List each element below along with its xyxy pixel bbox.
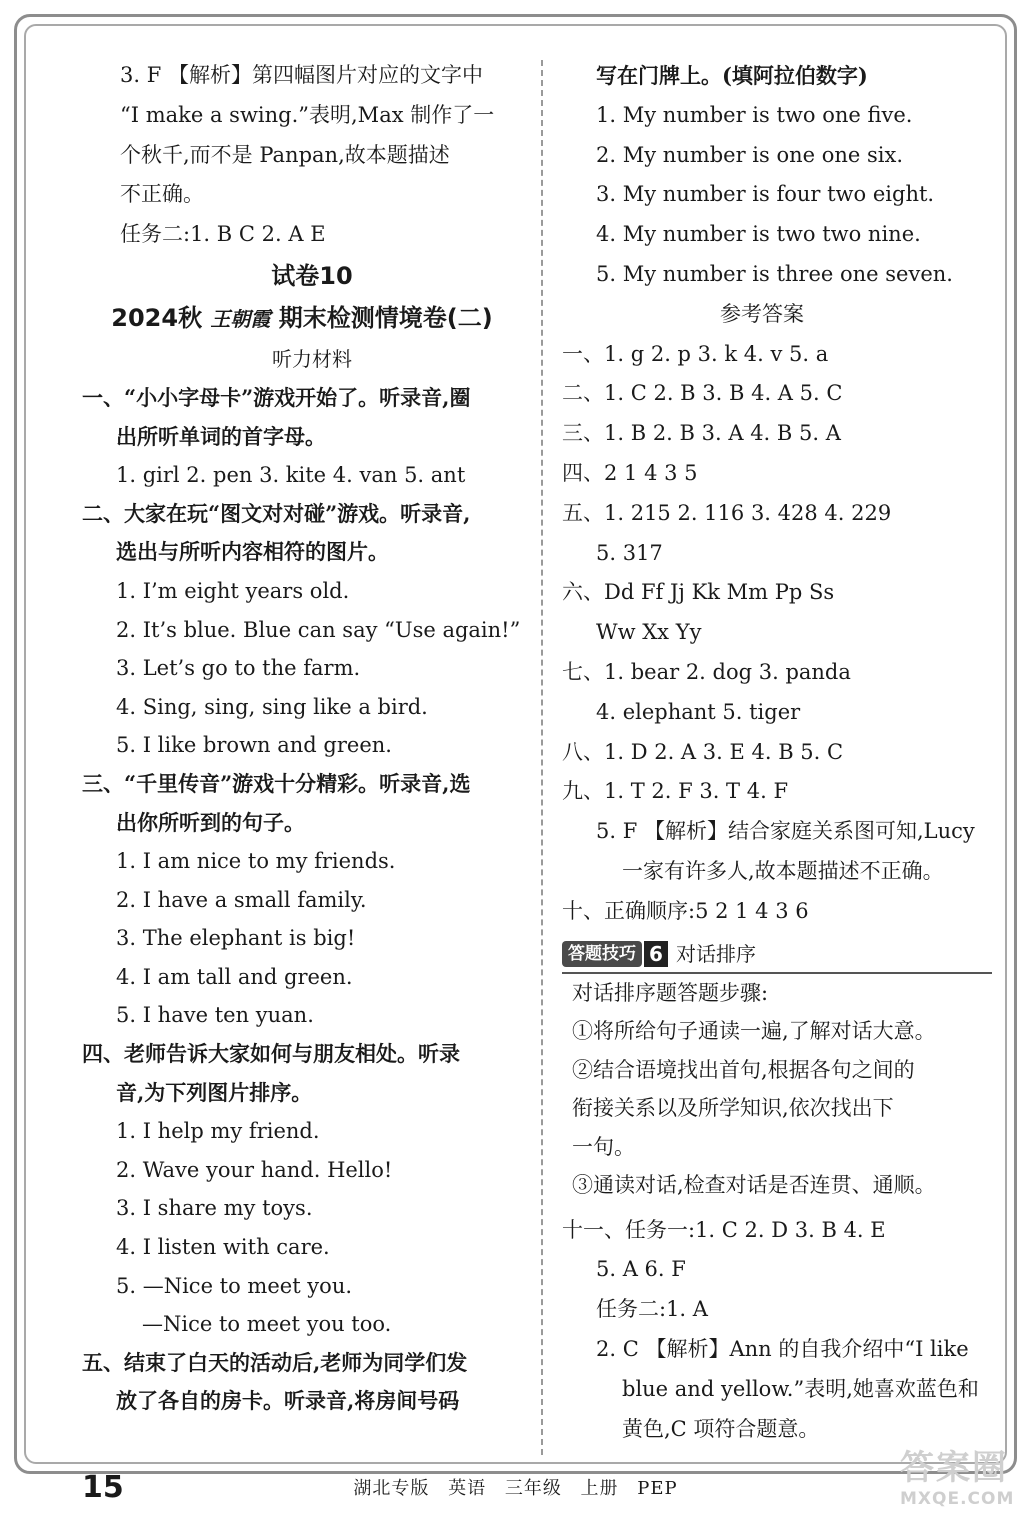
listening-line: 1. My number is two one five. xyxy=(596,102,913,127)
tip-line: ③通读对话,检查对话是否连贯、通顺。 xyxy=(572,1173,936,1198)
tip-number: 6 xyxy=(644,941,668,967)
answer-line: 五、1. 215 2. 116 3. 428 4. 229 xyxy=(562,500,892,525)
answer-line: 七、1. bear 2. dog 3. panda xyxy=(562,659,851,684)
tip-line: 一句。 xyxy=(572,1134,635,1159)
column-divider xyxy=(541,60,543,1455)
tip-badge: 答题技巧 xyxy=(562,941,642,967)
listening-line: 3. Let’s go to the farm. xyxy=(116,656,361,681)
tip-title: 对话排序 xyxy=(676,942,756,967)
listening-line: 1. I am nice to my friends. xyxy=(116,849,396,874)
listening-line: 出所听单词的首字母。 xyxy=(116,423,326,449)
listening-line: 3. The elephant is big! xyxy=(116,926,356,951)
reference-answers-end xyxy=(562,1211,1002,1450)
exam-subtitle-suffix: 期末检测情境卷(二) xyxy=(278,303,493,332)
answer-line: 十、正确顺序:5 2 1 4 3 6 xyxy=(562,898,809,923)
tip-line: ①将所给句子通读一遍,了解对话大意。 xyxy=(572,1019,936,1044)
watermark xyxy=(900,1440,1020,1510)
left-top-answers xyxy=(82,56,522,255)
listening-line: 4. My number is two two nine. xyxy=(596,222,921,247)
left-column xyxy=(82,56,522,1421)
listening-line: 5. I have ten yuan. xyxy=(116,1003,314,1028)
exam-subtitle-prefix: 2024秋 xyxy=(111,303,203,332)
listening-line: 1. girl 2. pen 3. kite 4. van 5. ant xyxy=(116,463,466,488)
answer-line: Ww Xx Yy xyxy=(596,620,702,645)
page-number: 15 xyxy=(82,1470,124,1505)
answer-line: 4. elephant 5. tiger xyxy=(596,699,801,724)
listening-line: 1. I’m eight years old. xyxy=(116,578,350,603)
listening-line: 3. My number is four two eight. xyxy=(596,182,935,207)
answer-line: 八、1. D 2. A 3. E 4. B 5. C xyxy=(562,739,844,764)
listening-line: 2. My number is one one six. xyxy=(596,142,904,167)
listening-line: 五、结束了白天的活动后,老师为同学们发 xyxy=(82,1349,468,1375)
reference-answers xyxy=(562,335,1002,932)
answer-line: 黄色,C 项符合题意。 xyxy=(622,1416,820,1441)
listening-line: 2. Wave your hand. Hello! xyxy=(116,1157,393,1182)
listening-line: 三、“千里传音”游戏十分精彩。听录音,选 xyxy=(82,770,471,796)
listening-line: —Nice to meet you too. xyxy=(142,1312,392,1337)
listening-line: 5. My number is three one seven. xyxy=(596,261,953,286)
exam-title: 试卷10 xyxy=(271,261,353,290)
answer-line: 5. A 6. F xyxy=(596,1257,686,1282)
watermark-logo: 答案圈 xyxy=(900,1448,1008,1488)
answer-line: 四、2 1 4 3 5 xyxy=(562,460,698,485)
tip-line: 对话排序题答题步骤: xyxy=(572,980,769,1005)
text-line: 3. F 【解析】第四幅图片对应的文字中 xyxy=(120,63,483,87)
answer-line: 十一、任务一:1. C 2. D 3. B 4. E xyxy=(562,1217,886,1242)
listening-line: 选出与所听内容相符的图片。 xyxy=(116,539,389,565)
listening-line: 1. I help my friend. xyxy=(116,1119,320,1144)
tip-content xyxy=(562,972,992,1205)
listening-line: 3. I share my toys. xyxy=(116,1196,313,1221)
right-column xyxy=(562,56,1002,1449)
listening-line: 二、大家在玩“图文对对碰”游戏。听录音, xyxy=(82,500,471,526)
answer-line: 九、1. T 2. F 3. T 4. F xyxy=(562,779,789,804)
listening-line: 出你所听到的句子。 xyxy=(116,809,305,835)
listening-line: 放了各自的房卡。听录音,将房间号码 xyxy=(116,1388,460,1414)
tip-line: ②结合语境找出首句,根据各句之间的 xyxy=(572,1057,915,1082)
listening-line: 音,为下列图片排序。 xyxy=(116,1079,313,1105)
listening-line: 4. I listen with care. xyxy=(116,1235,330,1260)
answer-line: 5. F 【解析】结合家庭关系图可知,Lucy xyxy=(596,819,975,844)
listening-heading: 听力材料 xyxy=(272,346,352,371)
answer-line: 一、1. g 2. p 3. k 4. v 5. a xyxy=(562,341,829,366)
listening-material-continued xyxy=(562,56,1002,295)
answers-heading: 参考答案 xyxy=(720,301,804,326)
brand-logo: 王朝霞 xyxy=(210,306,271,331)
listening-material xyxy=(82,379,522,1421)
listening-line: 4. I am tall and green. xyxy=(116,964,353,989)
text-line: 任务二:1. B C 2. A E xyxy=(120,222,326,247)
answer-line: 三、1. B 2. B 3. A 4. B 5. A xyxy=(562,421,841,446)
answer-line: 二、1. C 2. B 3. B 4. A 5. C xyxy=(562,381,843,406)
text-line: 不正确。 xyxy=(120,182,204,207)
answer-line: 六、Dd Ff Jj Kk Mm Pp Ss xyxy=(562,580,835,605)
answer-line: 2. C 【解析】Ann 的自我介绍中“I like xyxy=(596,1336,969,1361)
text-line: 个秋千,而不是 Panpan,故本题描述 xyxy=(120,142,450,167)
answer-line: 一家有许多人,故本题描述不正确。 xyxy=(622,858,944,883)
exam-subtitle xyxy=(82,297,522,339)
listening-line: 一、“小小字母卡”游戏开始了。听录音,圈 xyxy=(82,384,471,410)
listening-line: 5. —Nice to meet you. xyxy=(116,1273,353,1298)
listening-line: 5. I like brown and green. xyxy=(116,733,392,758)
listening-line: 2. It’s blue. Blue can say “Use again!” xyxy=(116,617,521,642)
listening-line: 4. Sing, sing, sing like a bird. xyxy=(116,694,428,719)
answer-line: 5. 317 xyxy=(596,540,663,565)
watermark-url: MXQE.COM xyxy=(900,1489,1015,1509)
listening-line: 写在门牌上。(填阿拉伯数字) xyxy=(596,63,868,88)
listening-line: 2. I have a small family. xyxy=(116,887,367,912)
answer-line: blue and yellow.”表明,她喜欢蓝色和 xyxy=(622,1376,979,1401)
tip-box xyxy=(562,938,1002,1205)
edition-info: 湖北专版 英语 三年级 上册 PEP xyxy=(353,1478,678,1499)
answer-line: 任务二:1. A xyxy=(596,1297,708,1322)
tip-line: 衔接关系以及所学知识,依次找出下 xyxy=(572,1096,894,1121)
listening-line: 四、老师告诉大家如何与朋友相处。听录 xyxy=(82,1041,460,1067)
text-line: “I make a swing.”表明,Max 制作了一 xyxy=(120,102,495,127)
